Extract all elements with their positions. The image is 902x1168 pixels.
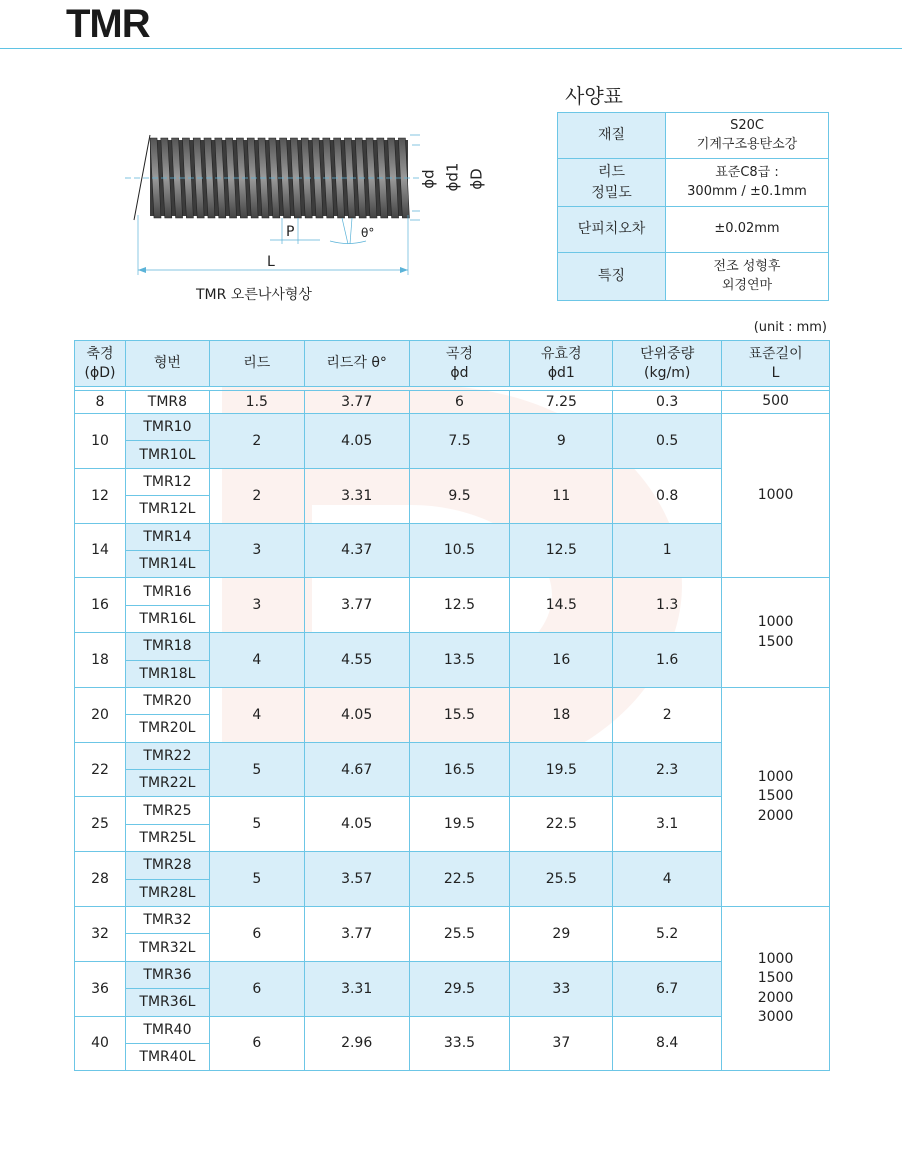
thread-end-line: [134, 135, 150, 220]
weight-cell: 5.2: [613, 907, 722, 962]
angle-cell: 3.31: [304, 961, 409, 1016]
root-dia-cell: 6: [409, 391, 510, 414]
model-cell: TMR25L: [125, 824, 209, 851]
label-phi-d: ϕd: [419, 169, 438, 189]
lead-cell: 1.5: [209, 391, 304, 414]
weight-cell: 1.6: [613, 633, 722, 688]
spec-table: [557, 112, 829, 301]
weight-cell: 8.4: [613, 1016, 722, 1071]
root-dia-cell: 16.5: [409, 742, 510, 797]
spec-line: 리드: [597, 164, 626, 181]
std-length-value: 2000: [757, 989, 794, 1006]
std-length-cell: [722, 414, 830, 578]
shaft-cell: 18: [75, 633, 126, 688]
pitch-dia-cell: 29: [510, 907, 613, 962]
lead-cell: 4: [209, 633, 304, 688]
weight-cell: 3.1: [613, 797, 722, 852]
model-cell: TMR8: [125, 391, 209, 414]
pitch-dia-cell: 25.5: [510, 852, 613, 907]
pitch-dia-cell: 18: [510, 687, 613, 742]
weight-cell: 2: [613, 687, 722, 742]
header-unit-weight: [613, 341, 722, 387]
root-dia-cell: 12.5: [409, 578, 510, 633]
header-pitch-dia: [510, 341, 613, 387]
spec-label-pitch-error: 단피치오차: [558, 207, 666, 253]
shaft-cell: 40: [75, 1016, 126, 1071]
root-dia-cell: 19.5: [409, 797, 510, 852]
lead-cell: 6: [209, 1016, 304, 1071]
std-length-cell: [722, 391, 830, 414]
lead-cell: 2: [209, 468, 304, 523]
angle-cell: 4.37: [304, 523, 409, 578]
std-length-cell: [722, 578, 830, 688]
model-cell: TMR36L: [125, 989, 209, 1016]
header-model: 형번: [125, 341, 209, 387]
root-dia-cell: 7.5: [409, 414, 510, 469]
model-cell: TMR32: [125, 907, 209, 934]
model-cell: TMR16L: [125, 605, 209, 632]
model-cell: TMR25: [125, 797, 209, 824]
table-row: [75, 852, 830, 879]
angle-cell: 2.96: [304, 1016, 409, 1071]
label-pitch: P: [286, 224, 295, 240]
angle-cell: 3.77: [304, 907, 409, 962]
label-theta: θ°: [361, 226, 375, 240]
spec-line: 전조 성형후: [713, 258, 781, 274]
lead-cell: 5: [209, 742, 304, 797]
header-root-dia: [409, 341, 510, 387]
weight-cell: 0.5: [613, 414, 722, 469]
std-length-value: 3000: [757, 1009, 794, 1026]
pitch-dia-cell: 16: [510, 633, 613, 688]
header-line: 단위중량: [640, 346, 695, 363]
pitch-dia-cell: 37: [510, 1016, 613, 1071]
model-cell: TMR14L: [125, 550, 209, 577]
lead-cell: 3: [209, 578, 304, 633]
table-row: [75, 633, 830, 660]
angle-cell: 3.57: [304, 852, 409, 907]
spec-title: 사양표: [565, 84, 623, 108]
root-dia-cell: 25.5: [409, 907, 510, 962]
table-row: [75, 391, 830, 414]
label-phi-d1: ϕd1: [443, 162, 462, 192]
angle-cell: 3.31: [304, 468, 409, 523]
angle-cell: 3.77: [304, 578, 409, 633]
table-row: [75, 523, 830, 550]
model-cell: TMR12L: [125, 496, 209, 523]
std-length-cell: [722, 907, 830, 1071]
model-cell: TMR40L: [125, 1043, 209, 1070]
weight-cell: 0.3: [613, 391, 722, 414]
pitch-dia-cell: 22.5: [510, 797, 613, 852]
model-cell: TMR40: [125, 1016, 209, 1043]
root-dia-cell: 15.5: [409, 687, 510, 742]
model-cell: TMR36: [125, 961, 209, 988]
spec-line: 기계구조용탄소강: [696, 136, 798, 152]
header-line: 유효경: [541, 346, 582, 363]
lead-cell: 6: [209, 907, 304, 962]
thread-body: [134, 135, 409, 220]
model-cell: TMR16: [125, 578, 209, 605]
header-lead-angle: 리드각 θ°: [304, 341, 409, 387]
header-line: 표준길이: [748, 346, 803, 363]
shaft-cell: 14: [75, 523, 126, 578]
weight-cell: 2.3: [613, 742, 722, 797]
table-row: [75, 414, 830, 441]
angle-cell: 4.05: [304, 414, 409, 469]
lead-cell: 2: [209, 414, 304, 469]
shaft-cell: 22: [75, 742, 126, 797]
root-dia-cell: 13.5: [409, 633, 510, 688]
model-cell: TMR10L: [125, 441, 209, 468]
std-length-value: 1500: [757, 633, 794, 650]
pitch-dia-cell: 19.5: [510, 742, 613, 797]
model-cell: TMR22: [125, 742, 209, 769]
std-length-value: 1000: [757, 486, 794, 503]
model-cell: TMR18: [125, 633, 209, 660]
shaft-cell: 10: [75, 414, 126, 469]
spec-label-material: 재질: [558, 113, 666, 159]
pitch-dia-cell: 33: [510, 961, 613, 1016]
root-dia-cell: 22.5: [409, 852, 510, 907]
spec-line: 정밀도: [591, 184, 632, 201]
table-row: [75, 1016, 830, 1043]
pitch-dia-cell: 12.5: [510, 523, 613, 578]
model-cell: TMR22L: [125, 770, 209, 797]
std-length-value: 1000: [757, 950, 794, 967]
table-row: [75, 961, 830, 988]
header-line: 축경: [86, 346, 114, 363]
spec-value-pitch-error: ±0.02mm: [666, 207, 829, 253]
header-line: (kg/m): [644, 364, 691, 381]
spec-line: S20C: [730, 117, 764, 133]
std-length-value: 1500: [757, 788, 794, 805]
header-line: (ϕD): [84, 364, 116, 381]
model-cell: TMR12: [125, 468, 209, 495]
model-cell: TMR10: [125, 414, 209, 441]
label-phi-D: ϕD: [467, 168, 486, 190]
model-cell: TMR28: [125, 852, 209, 879]
model-cell: TMR20: [125, 687, 209, 714]
spec-label-feature: 특징: [558, 253, 666, 301]
shaft-cell: 32: [75, 907, 126, 962]
shaft-cell: 20: [75, 687, 126, 742]
std-length-value: 1000: [757, 614, 794, 631]
angle-cell: 3.77: [304, 391, 409, 414]
unit-note: (unit : mm): [753, 320, 827, 335]
std-length-value: 1500: [757, 970, 794, 987]
drawing-caption: TMR 오른나사형상: [196, 287, 312, 303]
spec-line: 300mm / ±0.1mm: [687, 183, 807, 199]
shaft-cell: 16: [75, 578, 126, 633]
model-cell: TMR14: [125, 523, 209, 550]
header-std-length: [722, 341, 830, 387]
spec-line: 외경연마: [721, 277, 773, 293]
table-row: [75, 742, 830, 769]
spec-line: 표준C8급 :: [715, 164, 779, 180]
weight-cell: 0.8: [613, 468, 722, 523]
header-line: 곡경: [445, 346, 474, 363]
pitch-dia-cell: 14.5: [510, 578, 613, 633]
std-length-cell: [722, 687, 830, 906]
std-length-value: 1000: [757, 768, 794, 785]
specification-table: [74, 340, 830, 1071]
header-line: ϕd1: [547, 364, 575, 381]
model-cell: TMR18L: [125, 660, 209, 687]
table-row: [75, 687, 830, 714]
lead-cell: 5: [209, 797, 304, 852]
root-dia-cell: 9.5: [409, 468, 510, 523]
shaft-cell: 12: [75, 468, 126, 523]
table-row: [75, 907, 830, 934]
table-row: [75, 578, 830, 605]
model-cell: TMR28L: [125, 879, 209, 906]
label-length: L: [267, 254, 275, 270]
root-dia-cell: 10.5: [409, 523, 510, 578]
table-row: [75, 468, 830, 495]
weight-cell: 6.7: [613, 961, 722, 1016]
spec-label-lead-accuracy: [558, 159, 666, 207]
root-dia-cell: 29.5: [409, 961, 510, 1016]
pitch-dia-cell: 9: [510, 414, 613, 469]
shaft-cell: 25: [75, 797, 126, 852]
std-length-value: 2000: [757, 807, 794, 824]
lead-cell: 3: [209, 523, 304, 578]
shaft-cell: 28: [75, 852, 126, 907]
spec-value-material: [666, 113, 829, 159]
shaft-cell: 8: [75, 391, 126, 414]
weight-cell: 1: [613, 523, 722, 578]
std-length-value: 500: [762, 393, 789, 410]
model-cell: TMR20L: [125, 715, 209, 742]
weight-cell: 4: [613, 852, 722, 907]
pitch-dia-cell: 7.25: [510, 391, 613, 414]
header-shaft: [75, 341, 126, 387]
header-line: L: [771, 364, 780, 381]
header-line: ϕd: [450, 364, 469, 381]
header-lead: 리드: [209, 341, 304, 387]
angle-cell: 4.05: [304, 687, 409, 742]
title-divider: [0, 48, 902, 49]
weight-cell: 1.3: [613, 578, 722, 633]
angle-cell: 4.05: [304, 797, 409, 852]
lead-cell: 6: [209, 961, 304, 1016]
table-row: [75, 797, 830, 824]
angle-cell: 4.67: [304, 742, 409, 797]
angle-cell: 4.55: [304, 633, 409, 688]
model-cell: TMR32L: [125, 934, 209, 961]
shaft-cell: 36: [75, 961, 126, 1016]
spec-value-feature: [666, 253, 829, 301]
page-title: TMR: [66, 2, 150, 46]
lead-cell: 5: [209, 852, 304, 907]
spec-value-lead-accuracy: [666, 159, 829, 207]
root-dia-cell: 33.5: [409, 1016, 510, 1071]
pitch-dia-cell: 11: [510, 468, 613, 523]
lead-cell: 4: [209, 687, 304, 742]
